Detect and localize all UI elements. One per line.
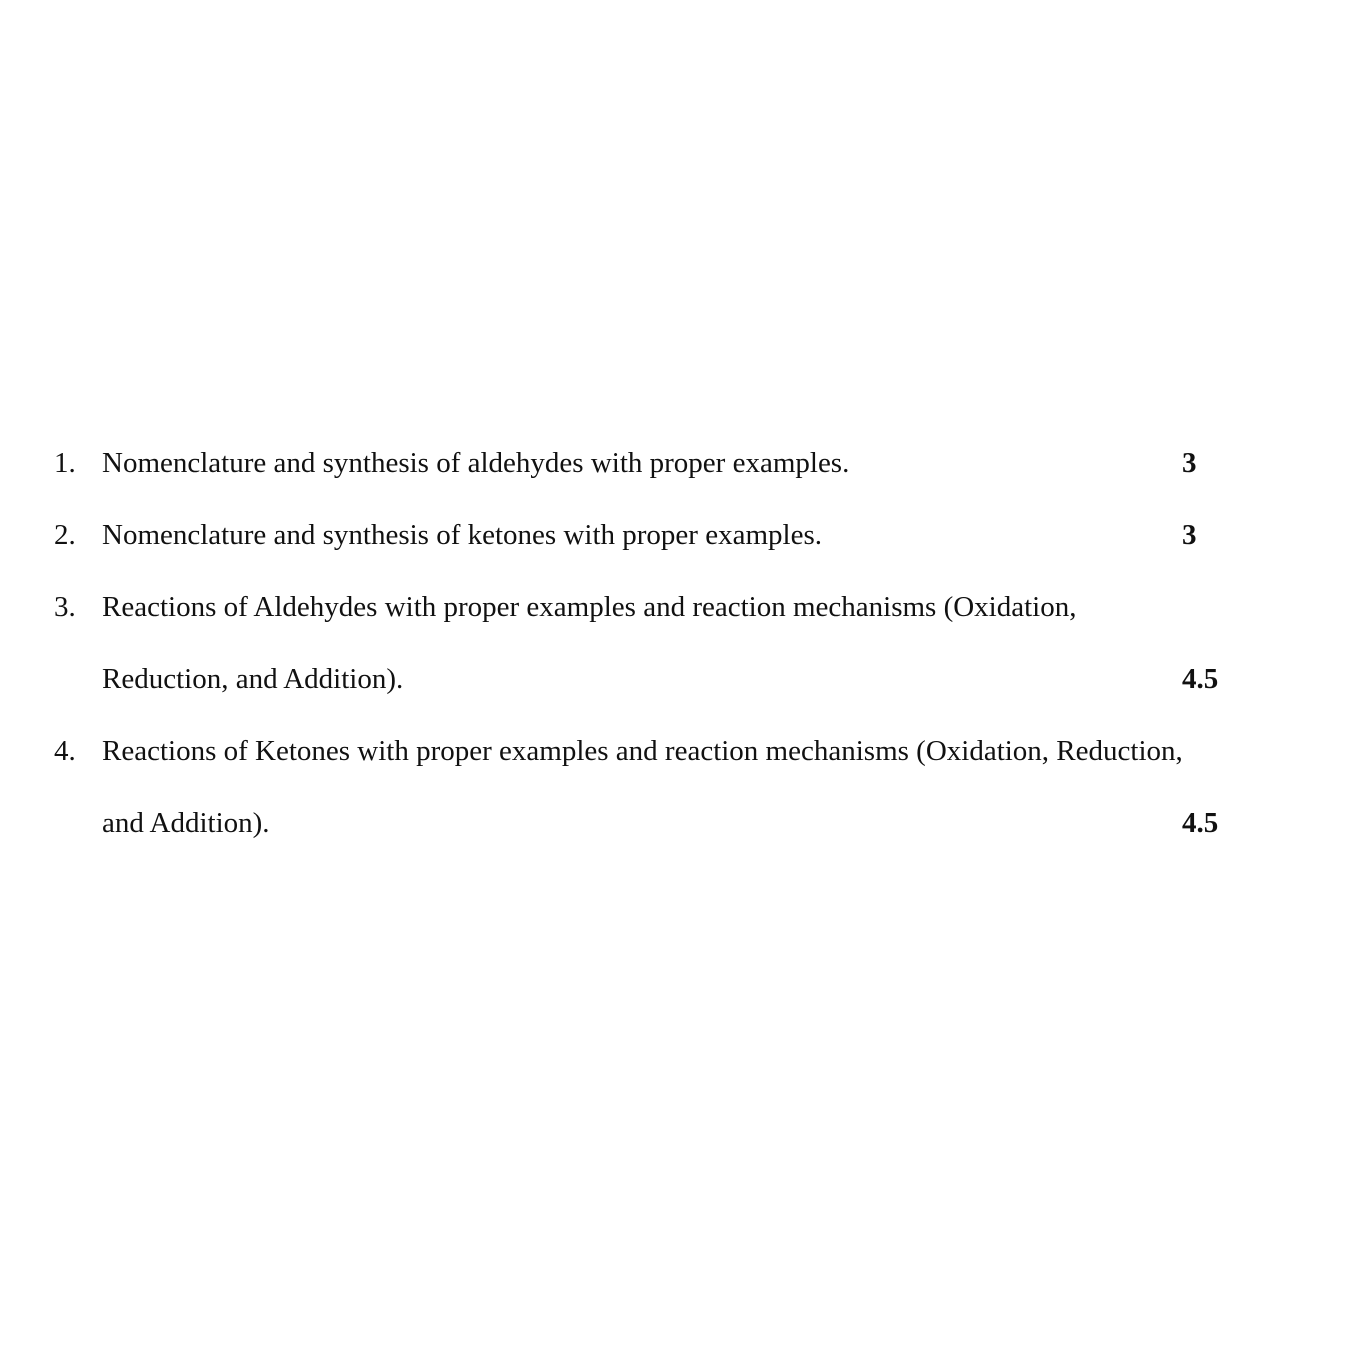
question-text: Nomenclature and synthesis of aldehydes with proper examples. <box>102 447 850 479</box>
question-marks: 3 <box>1182 519 1197 551</box>
question-number: 3. <box>54 591 76 623</box>
question-number: 1. <box>54 447 76 479</box>
question-number: 4. <box>54 735 76 767</box>
question-marks: 4.5 <box>1182 807 1219 839</box>
question-number: 2. <box>54 519 76 551</box>
question-marks: 3 <box>1182 447 1197 479</box>
question-text: Reactions of Aldehydes with proper examples and reaction mechanisms (Oxidation, <box>102 591 1077 623</box>
question-text: Nomenclature and synthesis of ketones with proper examples. <box>102 519 822 551</box>
question-text-continued: and Addition). <box>102 807 270 839</box>
question-text: Reactions of Ketones with proper examples and reaction mechanisms (Oxidation, Reduction, <box>102 735 1183 767</box>
question-marks: 4.5 <box>1182 663 1219 695</box>
question-text-continued: Reduction, and Addition). <box>102 663 404 695</box>
